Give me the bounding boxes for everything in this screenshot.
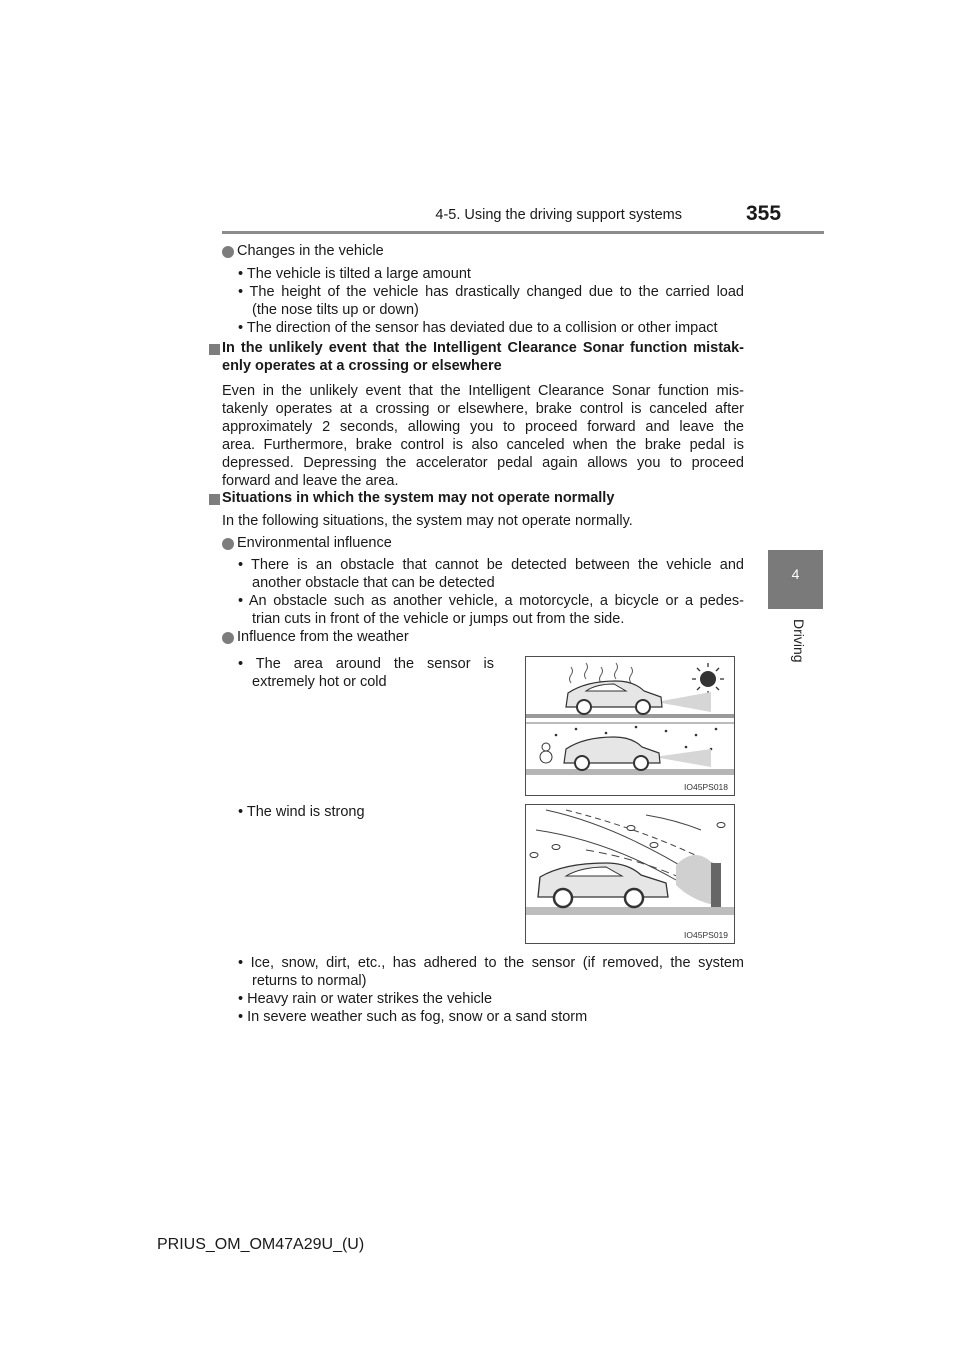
list-item: • Heavy rain or water strikes the vehicle (238, 991, 493, 1007)
paragraph-line: forward and leave the area. (222, 473, 399, 489)
section-square-icon (209, 344, 220, 355)
page-number: 355 (746, 202, 782, 225)
list-item-continued: trian cuts in front of the vehicle or jumps out from the side. (252, 611, 625, 627)
list-item-continued: (the nose tilts up or down) (252, 302, 419, 318)
list-item: • The wind is strong (238, 804, 365, 820)
paragraph-line: Even in the unlikely event that the Intelligent Clearance Sonar function mis- (222, 383, 744, 399)
paragraph-line: approximately 2 seconds, allowing you to proceed forward and leave the (222, 419, 744, 435)
list-item: • Ice, snow, dirt, etc., has adhered to the sensor (if removed, the system (238, 955, 744, 971)
header-rule (222, 231, 824, 234)
situations-heading: Situations in which the system may not operate normally (222, 490, 615, 506)
paragraph-line: area. Furthermore, brake control is also canceled when the brake pedal is (222, 437, 744, 453)
section-square-icon (209, 494, 220, 505)
paragraph-line: depressed. Depressing the accelerator pedal again allows you to proceed (222, 455, 744, 471)
list-item-continued: returns to normal) (252, 973, 367, 989)
wind-illustration-svg (526, 805, 734, 943)
list-item-continued: another obstacle that can be detected (252, 575, 495, 591)
list-item: • In severe weather such as fog, snow or a sand storm (238, 1009, 588, 1025)
weather-heading: Influence from the weather (237, 629, 409, 645)
bullet-icon (222, 246, 234, 258)
bullet-icon (222, 632, 234, 644)
section-title: 4-5. Using the driving support systems (435, 207, 682, 223)
paragraph-line: takenly operates at a crossing or elsewhere, brake control is canceled after (222, 401, 744, 417)
figure-id: IO45PS019 (684, 930, 728, 940)
changes-heading: Changes in the vehicle (237, 243, 384, 259)
list-item: • The vehicle is tilted a large amount (238, 266, 471, 282)
list-item: • An obstacle such as another vehicle, a motorcycle, a bicycle or a pedes- (238, 593, 744, 609)
list-item-continued: extremely hot or cold (252, 674, 387, 690)
illustration-hot-cold (525, 656, 735, 796)
crossing-heading: In the unlikely event that the Intelligent Clearance Sonar function mistak- (222, 340, 744, 356)
chapter-number: 4 (791, 566, 800, 582)
list-item: • There is an obstacle that cannot be detected between the vehicle and (238, 557, 744, 573)
list-item: • The height of the vehicle has drastically changed due to the carried load (238, 284, 744, 300)
env-heading: Environmental influence (237, 535, 392, 551)
situations-intro: In the following situations, the system may not operate normally. (222, 513, 633, 529)
illustration-wind (525, 804, 735, 944)
chapter-tab (768, 550, 823, 609)
crossing-heading-cont: enly operates at a crossing or elsewhere (222, 358, 502, 374)
bullet-icon (222, 538, 234, 550)
chapter-label: Driving (791, 619, 807, 663)
list-item: • The direction of the sensor has deviated due to a collision or other impact (238, 320, 718, 336)
figure-id: IO45PS018 (684, 782, 728, 792)
document-code: PRIUS_OM_OM47A29U_(U) (157, 1236, 365, 1253)
list-item: • The area around the sensor is (238, 656, 494, 672)
hot-cold-illustration-svg (526, 657, 734, 795)
